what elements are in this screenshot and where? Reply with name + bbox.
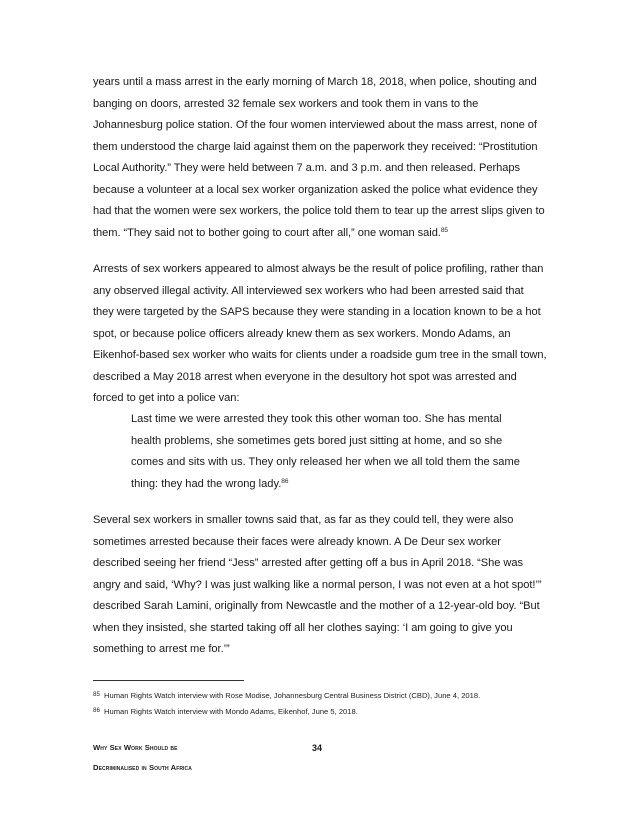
paragraph-text: Several sex workers in smaller towns said that, as far as they could tell, they were also sometimes arrested because their faces were already known. A De Deur sex worker described seeing her friend “Jess” arrested after getting off a bus in April 2018. “She was angry and said, ‘Why? I was just walking like a normal person, I was not even at a hot spot!’” described Sarah Lamini, originally from Newcastle and the mother of a 12-year-old boy. “But when they insisted, she started taking off all her clothes saying: ‘I am going to give you something to arrest me for.’” (93, 514, 542, 655)
block-quote (131, 409, 527, 495)
footnote-number: 86 (93, 707, 100, 714)
footnote-reference[interactable]: 86 (281, 477, 289, 485)
running-footer-title (93, 738, 192, 778)
footer-title-line-2: Decriminalised in South Africa (93, 763, 192, 772)
footnote-86 (93, 706, 553, 717)
page-number: 34 (312, 743, 323, 753)
footer-title-line-1: Why Sex Work Should be (93, 743, 178, 752)
footnote-reference[interactable]: 85 (440, 226, 448, 234)
paragraph-text: Arrests of sex workers appeared to almost always be the result of police profiling, rather than any observed illegal activity. All interviewed sex workers who had been arrested said that they were targeted by the SAPS because they were standing in a location known to be a hot spot, or because police officers already knew them as sex workers. Mondo Adams, an Eikenhof-based sex worker who waits for clients under a roadside gum tree in the small town, described a May 2018 arrest when everyone in the desultory hot spot was arrested and forced to get into a police van: (93, 263, 547, 404)
footnote-text: Human Rights Watch interview with Rose Modise, Johannesburg Central Business District (CBD), June 4, 2018. (104, 691, 481, 700)
body-paragraph-2 (93, 259, 547, 410)
body-paragraph-3 (93, 510, 547, 661)
footnote-85 (93, 690, 553, 701)
body-paragraph-1 (93, 72, 547, 244)
quote-text: Last time we were arrested they took this other woman too. She has mental health problems, she sometimes gets bored just sitting at home, and so she comes and sits with us. They only released her when we all told them the same thing: they had the wrong lady. (131, 413, 520, 490)
footnote-number: 85 (93, 691, 100, 698)
paragraph-text: years until a mass arrest in the early morning of March 18, 2018, when police, shouting and banging on doors, arrested 32 female sex workers and took them in vans to the Johannesburg police station. Of the four women interviewed about the mass arrest, none of them understood the charge laid against them on the paperwork they received: “Prostitution Local Authority.” They were held between 7 a.m. and 3 p.m. and then released. Perhaps because a volunteer at a local sex worker organization asked the police what evidence they had that the women were sex workers, the police told them to tear up the arrest slips given to them. “They said not to bother going to court after all,” one woman said. (93, 76, 545, 239)
footnote-divider (93, 680, 244, 681)
footnote-text: Human Rights Watch interview with Mondo Adams, Eikenhof, June 5, 2018. (104, 707, 358, 716)
